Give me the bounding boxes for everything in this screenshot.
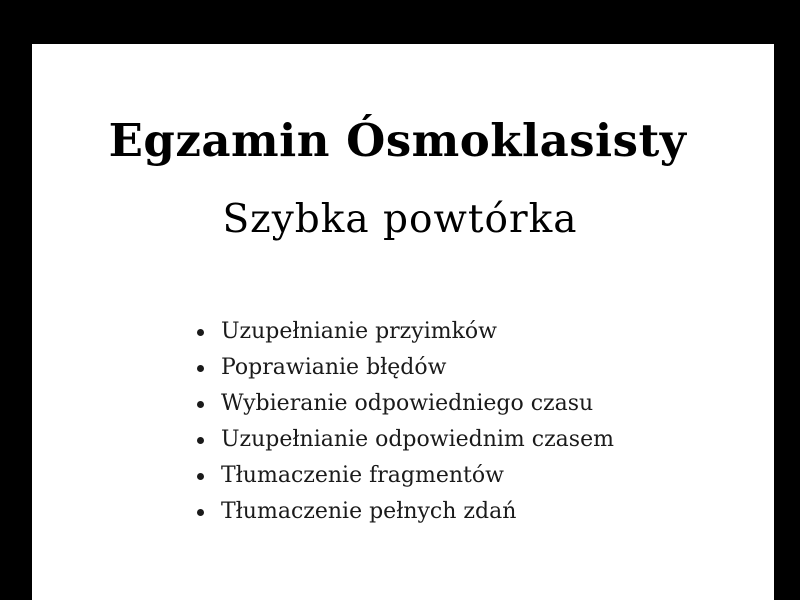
bullet-icon bbox=[197, 509, 204, 516]
bullet-icon bbox=[197, 329, 204, 336]
bullet-icon bbox=[197, 401, 204, 408]
list-item-label: Tłumaczenie pełnych zdań bbox=[221, 499, 517, 524]
list-item bbox=[195, 458, 614, 494]
list-item-label: Wybieranie odpowiedniego czasu bbox=[221, 391, 594, 416]
page-subtitle: Szybka powtórka bbox=[222, 197, 578, 242]
bullet-icon bbox=[197, 437, 204, 444]
page-title: Egzamin Ósmoklasisty bbox=[108, 114, 687, 167]
list-item-label: Tłumaczenie fragmentów bbox=[221, 463, 504, 488]
list-item bbox=[195, 314, 614, 350]
bullet-icon bbox=[197, 473, 204, 480]
bullet-icon bbox=[197, 365, 204, 372]
topic-list bbox=[195, 314, 614, 530]
list-item-label: Uzupełnianie przyimków bbox=[221, 319, 497, 344]
list-item bbox=[195, 494, 614, 530]
list-item-label: Uzupełnianie odpowiednim czasem bbox=[221, 427, 614, 452]
list-item bbox=[195, 350, 614, 386]
list-item-label: Poprawianie błędów bbox=[221, 355, 447, 380]
list-item bbox=[195, 422, 614, 458]
list-item bbox=[195, 386, 614, 422]
